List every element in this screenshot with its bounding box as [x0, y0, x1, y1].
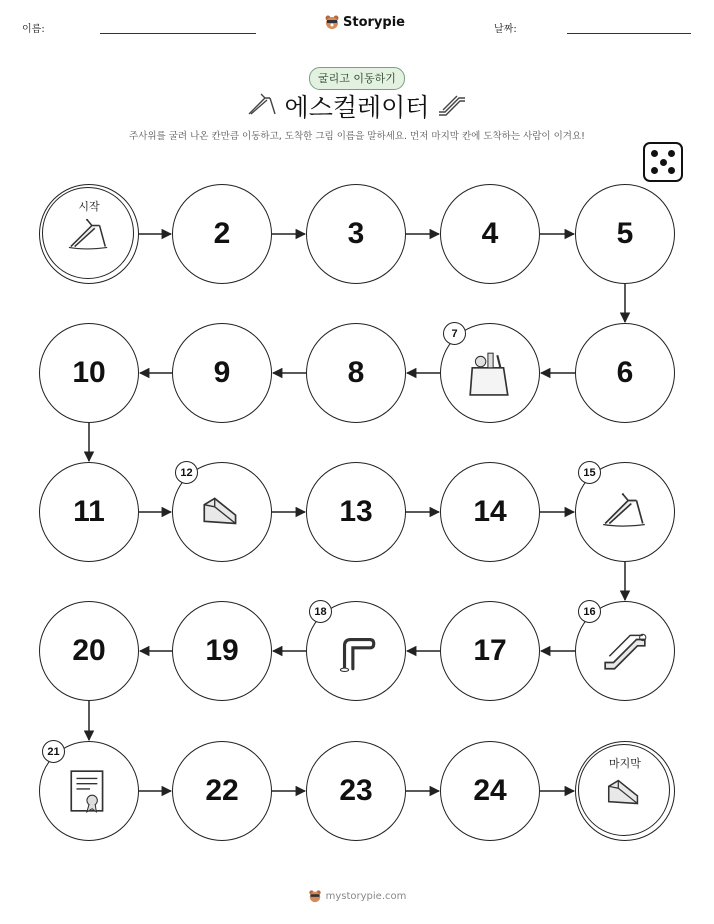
cell-ring — [578, 744, 670, 836]
brand-name: Storypie — [343, 14, 405, 30]
grocery-bag-icon — [466, 349, 514, 397]
slide-icon — [601, 488, 649, 536]
cell-number: 4 — [481, 217, 499, 250]
date-label: 날짜: — [494, 24, 517, 35]
cell-ring — [42, 187, 134, 279]
cell-number: 3 — [347, 217, 365, 250]
finish-label: 마지막 — [609, 757, 641, 770]
ramp-icon — [198, 488, 246, 536]
certificate-icon — [65, 767, 113, 815]
board-cell-8 — [306, 323, 406, 423]
board-cell-18 — [306, 601, 406, 701]
handrail-icon — [332, 627, 380, 675]
board-cell-6 — [575, 323, 675, 423]
board-cell-24 — [440, 741, 540, 841]
board-cell-2 — [172, 184, 272, 284]
cell-number: 11 — [73, 495, 105, 528]
footer — [0, 889, 714, 903]
name-label: 이름: — [22, 24, 45, 35]
cell-number-badge: 16 — [578, 600, 601, 623]
board-cell-4 — [440, 184, 540, 284]
cell-number: 8 — [347, 356, 365, 389]
instructions: 주사위를 굴려 나온 칸만큼 이동하고, 도착한 그림 이름을 말하세요. 먼저 마지막 칸에 도착하는 사람이 이겨요! — [129, 131, 585, 142]
bear-icon — [308, 889, 322, 903]
board-cell-7 — [440, 323, 540, 423]
cell-number-badge: 21 — [42, 740, 65, 763]
board-cell-13 — [306, 462, 406, 562]
board-cell-9 — [172, 323, 272, 423]
footer-url[interactable]: mystorypie.com — [325, 890, 407, 902]
cell-number-badge: 18 — [309, 600, 332, 623]
cell-number: 23 — [339, 774, 373, 807]
cell-number: 24 — [473, 774, 507, 807]
cell-number: 17 — [473, 634, 507, 667]
cell-number-badge: 15 — [578, 461, 601, 484]
cell-number: 20 — [72, 634, 106, 667]
cell-number: 19 — [205, 634, 239, 667]
cell-number-badge: 7 — [443, 322, 466, 345]
escalator-icon — [601, 627, 649, 675]
board-cell-3 — [306, 184, 406, 284]
cell-number: 6 — [616, 356, 634, 389]
activity-tag: 굴리고 이동하기 — [309, 67, 405, 90]
board-cell-16 — [575, 601, 675, 701]
cell-number: 22 — [205, 774, 239, 807]
board-cell-10 — [39, 323, 139, 423]
board-cell-23 — [306, 741, 406, 841]
start-cell — [39, 184, 139, 284]
board-cell-11 — [39, 462, 139, 562]
cell-number: 2 — [213, 217, 231, 250]
finish-cell — [575, 741, 675, 841]
board-cell-20 — [39, 601, 139, 701]
board-cell-22 — [172, 741, 272, 841]
cell-number: 14 — [473, 495, 507, 528]
page-title: 에스컬레이터 — [284, 93, 430, 122]
board-cell-14 — [440, 462, 540, 562]
board-cell-17 — [440, 601, 540, 701]
board-cell-21 — [39, 741, 139, 841]
board-cell-15 — [575, 462, 675, 562]
cell-number: 9 — [213, 356, 231, 389]
cell-number: 5 — [616, 217, 634, 250]
board-cell-5 — [575, 184, 675, 284]
cell-number: 13 — [339, 495, 373, 528]
cell-number: 10 — [72, 356, 106, 389]
board-cell-19 — [172, 601, 272, 701]
board-cell-12 — [172, 462, 272, 562]
cell-number-badge: 12 — [175, 461, 198, 484]
start-label: 시작 — [78, 200, 100, 213]
